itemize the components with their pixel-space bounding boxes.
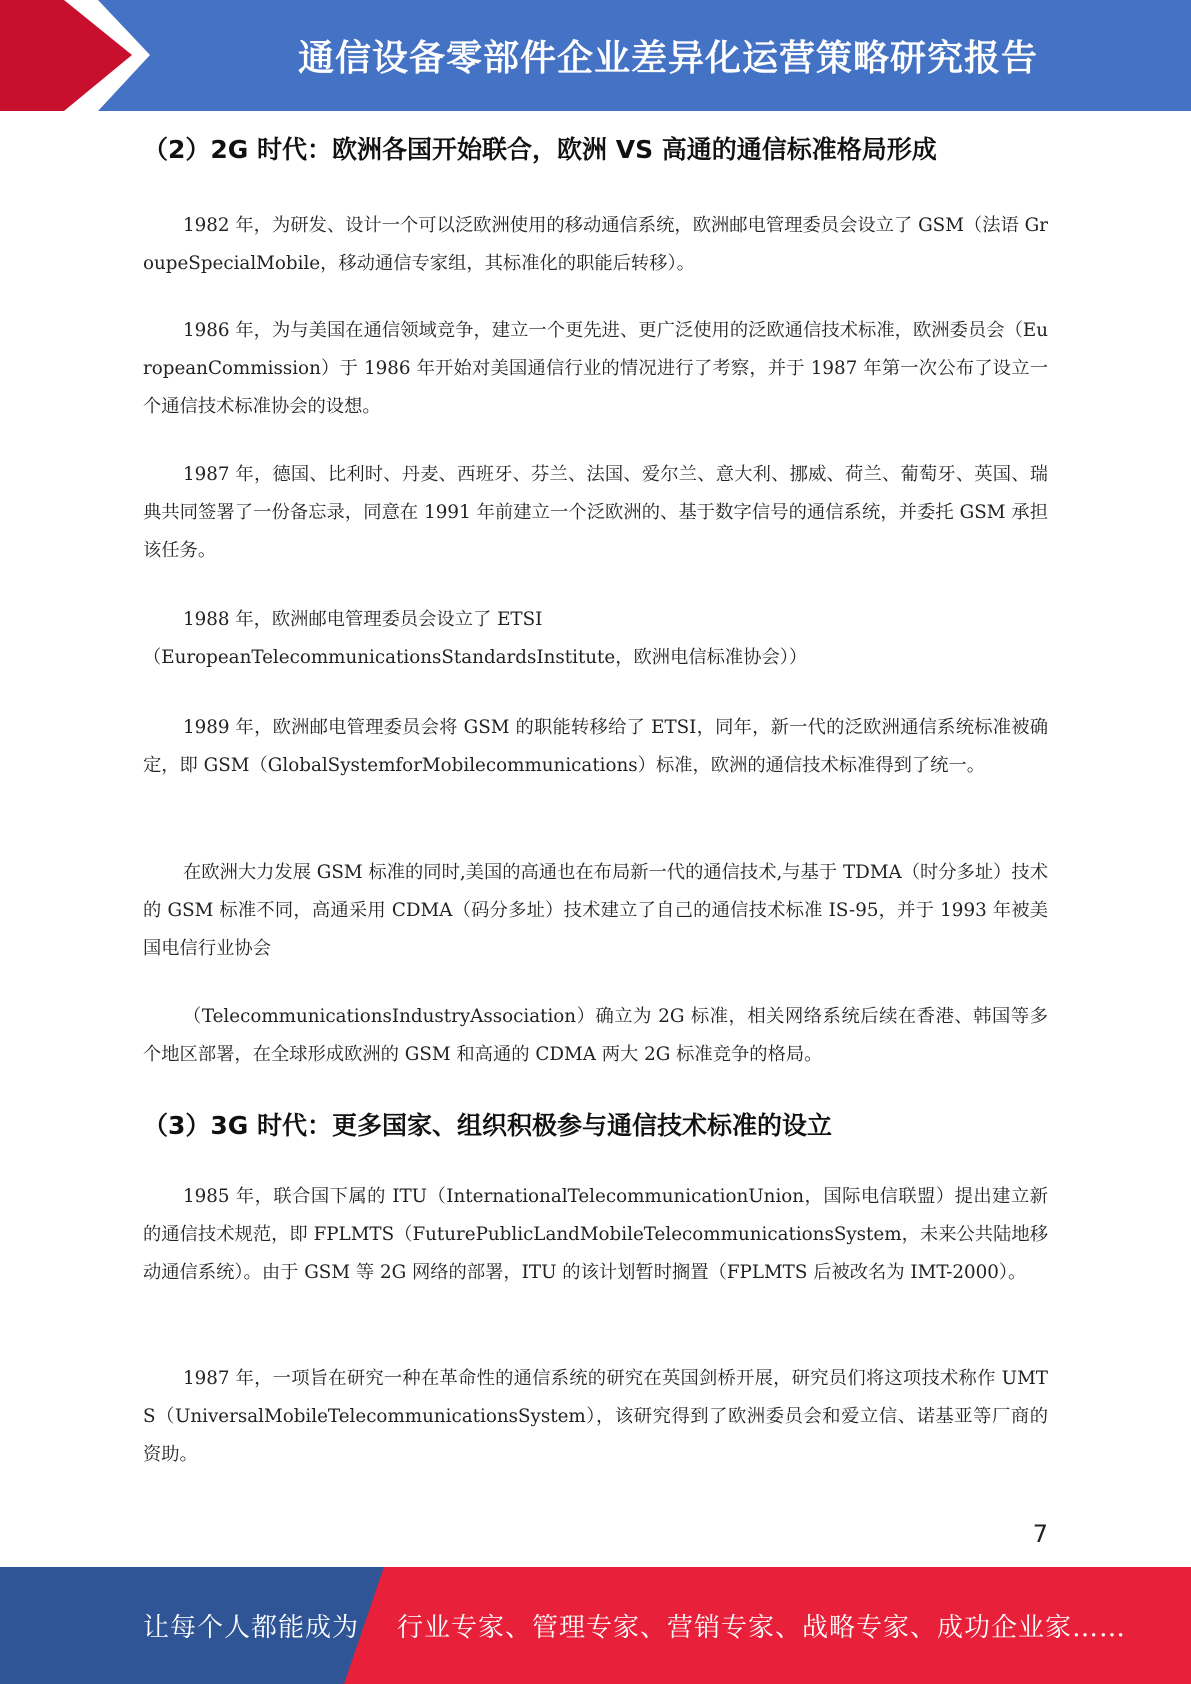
paragraph-qualcomm-cdma: 在欧洲大力发展 GSM 标准的同时,美国的高通也在布局新一代的通信技术,与基于 TDMA（时分多址）技术的 GSM 标准不同，高通采用 CDMA（码分多址）技术建立了自己的通信技术标准 IS-95，并于 1993 年被美国电信行业协会	[143, 862, 1048, 959]
paragraph-1989: 1989 年，欧洲邮电管理委员会将 GSM 的职能转移给了 ETSI，同年，新一代的泛欧洲通信系统标准被确定，即 GSM（GlobalSystemforMobilecommunications）标准，欧洲的通信技术标准得到了统一。	[143, 717, 1048, 776]
page-header	[0, 0, 1191, 111]
footer-slogan-right: 行业专家、管理专家、营销专家、战略专家、成功企业家……	[397, 1613, 1127, 1643]
page-number: 7	[1032, 1520, 1048, 1548]
paragraph-1987-memorandum: 1987 年，德国、比利时、丹麦、西班牙、芬兰、法国、爱尔兰、意大利、挪威、荷兰、葡萄牙、英国、瑞典共同签署了一份备忘录，同意在 1991 年前建立一个泛欧洲的、基于数字信号的通信系统，并委托 GSM 承担该任务。	[143, 464, 1048, 561]
paragraph-1985-itu: 1985 年，联合国下属的 ITU（InternationalTelecommunicationUnion，国际电信联盟）提出建立新的通信技术规范，即 FPLMTS（FuturePublicLandMobileTelecommunicationsSystem，未来公共陆地移动通信系统）。由于 GSM 等 2G 网络的部署，ITU 的该计划暂时搁置（FPLMTS 后被改名为 IMT-2000）。	[143, 1186, 1048, 1283]
page-footer	[0, 1567, 1191, 1684]
paragraph-1988: 1988 年，欧洲邮电管理委员会设立了 ETSI	[183, 609, 543, 630]
paragraph-etsi-expansion: （EuropeanTelecommunicationsStandardsInstitute，欧洲电信标准协会））	[143, 647, 808, 668]
paragraph-1987-umts: 1987 年，一项旨在研究一种在革命性的通信系统的研究在英国剑桥开展，研究员们将这项技术称作 UMTS（UniversalMobileTelecommunicationsSystem），该研究得到了欧洲委员会和爱立信、诺基亚等厂商的资助。	[143, 1368, 1048, 1465]
footer-slogan-left: 让每个人都能成为	[143, 1613, 360, 1643]
report-title: 通信设备零部件企业差异化运营策略研究报告	[297, 38, 1038, 79]
paragraph-1986: 1986 年，为与美国在通信领域竞争，建立一个更先进、更广泛使用的泛欧通信技术标准，欧洲委员会（EuropeanCommission）于 1986 年开始对美国通信行业的情况进行了考察，并于 1987 年第一次公布了设立一个通信技术标准协会的设想。	[143, 320, 1048, 417]
paragraph-1982: 1982 年，为研发、设计一个可以泛欧洲使用的移动通信系统，欧洲邮电管理委员会设立了 GSM（法语 GroupeSpecialMobile，移动通信专家组，其标准化的职能后转移）。	[143, 215, 1048, 274]
paragraph-tia: （TelecommunicationsIndustryAssociation）确立为 2G 标准，相关网络系统后续在香港、韩国等多个地区部署，在全球形成欧洲的 GSM 和高通的 CDMA 两大 2G 标准竞争的格局。	[143, 1006, 1048, 1065]
header-chevron-decoration	[0, 0, 150, 111]
section-heading-3g: （3）3G 时代：更多国家、组织积极参与通信技术标准的设立	[143, 1111, 833, 1140]
section-heading-2g: （2）2G 时代：欧洲各国开始联合，欧洲 VS 高通的通信标准格局形成	[143, 135, 937, 164]
